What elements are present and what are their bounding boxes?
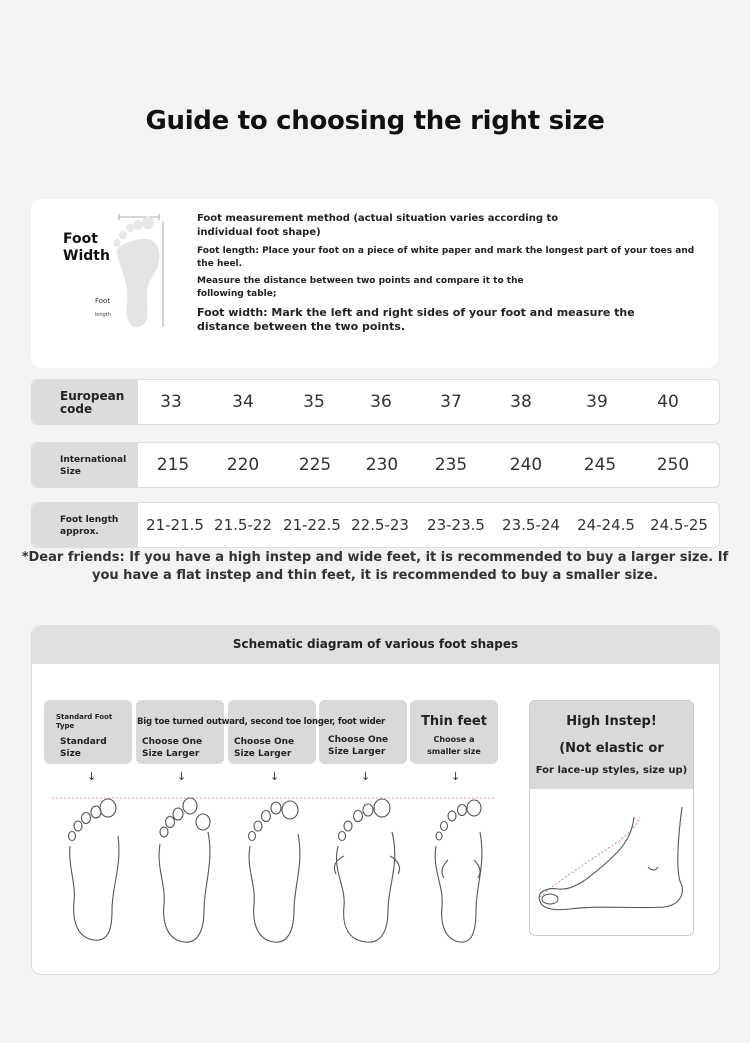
method-line-1: Foot measurement method (actual situation varies according to <box>197 213 559 224</box>
wide-foot-box-1 <box>136 700 224 764</box>
wide-foot-box-3 <box>319 700 407 764</box>
table-cell: 37 <box>440 392 462 412</box>
long-second-toe-foot-drawing <box>249 801 300 942</box>
foot-length-label-2: approx. <box>60 527 99 537</box>
high-instep-note: For lace-up styles, size up) <box>535 765 688 776</box>
thin-size-2: smaller size <box>427 747 481 756</box>
choose-larger-1: Choose One <box>142 737 203 747</box>
width-line-1: Foot width: Mark the left and right sides of your foot and measure the <box>197 306 635 319</box>
measure-line-1: Measure the distance between two points and compare it to the <box>197 276 524 286</box>
table-cell: 215 <box>156 455 190 475</box>
foot-outline-icon <box>107 213 167 331</box>
thin-foot-drawing <box>435 800 482 942</box>
down-arrow-icon: ↓ <box>451 770 461 783</box>
table-cell: 235 <box>434 455 468 475</box>
down-arrow-icon: ↓ <box>177 770 187 783</box>
international-size-row <box>31 442 720 488</box>
table-cell: 21-21.5 <box>146 516 204 534</box>
table-cell: 22.5-23 <box>351 516 409 534</box>
sizing-note-line-1: *Dear friends: If you have a high instep and wide feet, it is recommended to buy a larger size. If <box>21 550 729 565</box>
international-label-2: Size <box>60 467 81 477</box>
measure-line-2: following table; <box>197 289 277 299</box>
choose-larger-2: Size Larger <box>328 747 386 757</box>
table-cell: 240 <box>509 455 543 475</box>
bunion-foot-drawing <box>159 798 210 942</box>
foot-shapes-illustration <box>48 786 508 946</box>
table-cell: 23-23.5 <box>427 516 485 534</box>
thin-foot-size-label <box>410 734 498 758</box>
standard-type-2: Type <box>56 722 75 730</box>
european-code-row <box>31 379 720 425</box>
international-size-label <box>60 454 126 478</box>
length-line-1: Foot length: Place your foot on a piece of white paper and mark the longest part of your toes and <box>197 246 695 256</box>
thin-size-1: Choose a <box>433 735 475 744</box>
foot-length-header <box>32 503 138 547</box>
table-cell: 21.5-22 <box>214 516 272 534</box>
european-label-2: code <box>60 402 93 416</box>
sizing-note-line-2: you have a flat instep and thin feet, it is recommended to buy a smaller size. <box>92 568 658 583</box>
standard-foot-drawing <box>69 799 119 940</box>
diagram-header: Schematic diagram of various foot shapes <box>32 626 719 664</box>
high-instep-title: High Instep! <box>566 714 657 729</box>
table-cell: 38 <box>510 392 532 412</box>
international-label-1: International <box>60 455 127 465</box>
thin-foot-title: Thin feet <box>421 714 487 729</box>
measurement-card <box>31 199 718 368</box>
high-instep-subtitle: (Not elastic or <box>559 741 664 756</box>
table-cell: 230 <box>365 455 399 475</box>
european-label-1: European <box>60 389 125 403</box>
table-cell: 24-24.5 <box>577 516 635 534</box>
choose-larger-label <box>234 736 294 760</box>
choose-larger-1: Choose One <box>328 735 389 745</box>
standard-size-label <box>60 736 107 760</box>
table-cell: 220 <box>226 455 260 475</box>
standard-foot-box <box>44 700 132 764</box>
foot-length-sublabel: length <box>95 312 111 318</box>
foot-length-row <box>31 502 720 548</box>
table-cell: 34 <box>232 392 254 412</box>
table-cell: 250 <box>656 455 690 475</box>
choose-larger-2: Size Larger <box>142 749 200 759</box>
foot-length-label: Foot <box>95 297 111 305</box>
table-cell: 23.5-24 <box>502 516 560 534</box>
choose-larger-2: Size Larger <box>234 749 292 759</box>
table-cell: 33 <box>160 392 182 412</box>
european-code-header <box>32 380 138 424</box>
standard-type-1: Standard Foot <box>56 713 113 721</box>
method-line-2: individual foot shape) <box>197 227 321 238</box>
high-instep-foot-drawing <box>530 797 693 933</box>
down-arrow-icon: ↓ <box>270 770 280 783</box>
length-line-2: the heel. <box>197 259 243 269</box>
table-cell: 39 <box>586 392 608 412</box>
standard-size-2: Size <box>60 749 81 759</box>
sizing-note <box>0 549 750 585</box>
european-code-label <box>60 390 124 416</box>
standard-size-1: Standard <box>60 737 107 747</box>
table-cell: 36 <box>370 392 392 412</box>
foot-length-row-label <box>60 514 118 538</box>
wide-foot-drawing <box>334 799 399 942</box>
foot-width-label-line-2: Width <box>63 248 110 264</box>
international-size-header <box>32 443 138 487</box>
foot-shapes-diagram <box>31 625 720 975</box>
wide-foot-caption: Big toe turned outward, second toe longer, foot wider <box>137 717 386 727</box>
standard-type-label <box>56 713 112 731</box>
choose-larger-1: Choose One <box>234 737 295 747</box>
table-cell: 35 <box>303 392 325 412</box>
choose-larger-label <box>328 734 388 758</box>
foot-width-label <box>63 231 110 265</box>
foot-width-label-line-1: Foot <box>63 231 98 247</box>
down-arrow-icon: ↓ <box>361 770 371 783</box>
width-line-2: distance between the two points. <box>197 320 406 333</box>
table-cell: 40 <box>657 392 679 412</box>
page-title: Guide to choosing the right size <box>145 106 605 136</box>
table-cell: 245 <box>583 455 617 475</box>
wide-foot-box-2 <box>228 700 316 764</box>
down-arrow-icon: ↓ <box>87 770 97 783</box>
choose-larger-label <box>142 736 202 760</box>
table-cell: 225 <box>298 455 332 475</box>
table-cell: 24.5-25 <box>650 516 708 534</box>
foot-length-label-1: Foot length <box>60 515 119 525</box>
table-cell: 21-22.5 <box>283 516 341 534</box>
thin-foot-box <box>410 700 498 764</box>
high-instep-box <box>529 700 694 936</box>
